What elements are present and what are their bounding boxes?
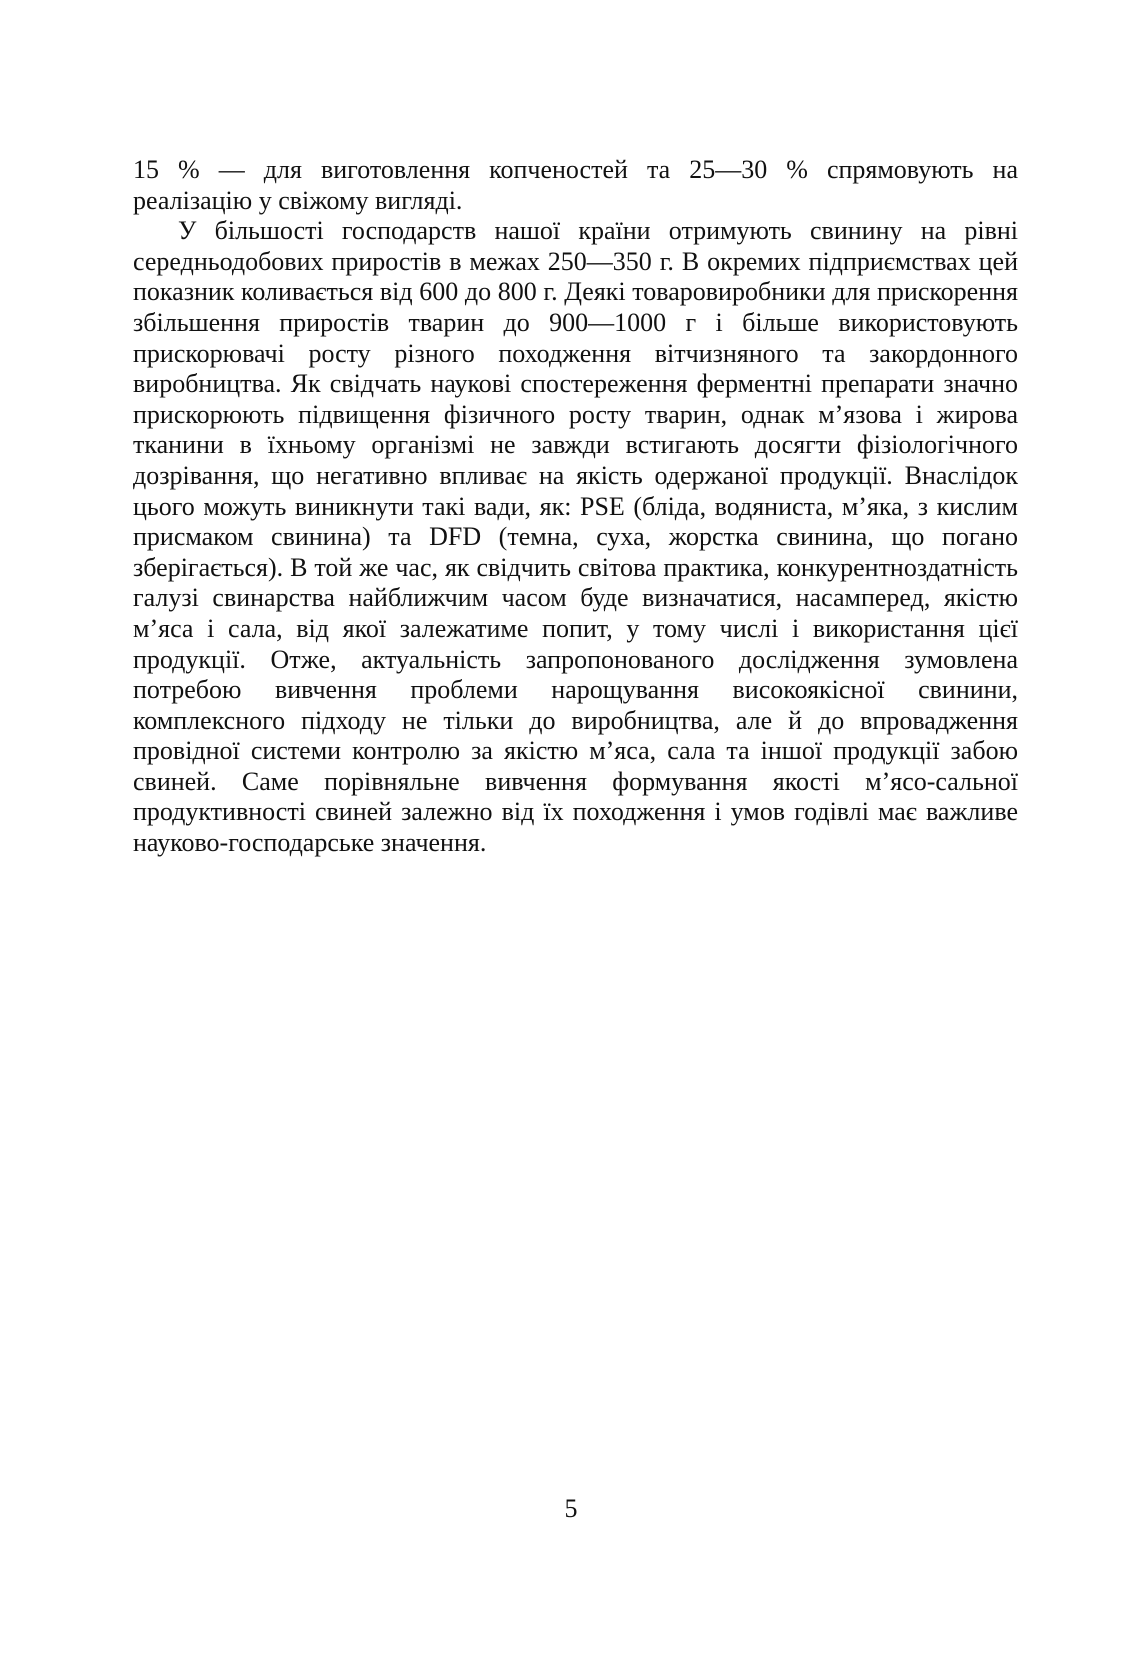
body-text <box>133 155 1018 859</box>
paragraph-continuation: 15 % — для виготовлення копченостей та 25—30 % спрямовують на реалізацію у свіжому вигляді. <box>133 155 1018 215</box>
paragraph-main: У більшості господарств нашої країни отримують свинину на рівні середньодобових приростів в межах 250—350 г. В окремих підприємствах цей показник коливається від 600 до 800 г. Деякі товаровиробники для прискорення збільшення приростів тварин до 900—1000 г і більше використовують прискорювачі росту різного походження вітчизняного та закордонного виробництва. Як свідчать наукові спостереження ферментні препарати значно прискорюють підвищення фізичного росту тварин, однак м’язова і жирова тканини в їхньому організмі не завжди встигають досягти фізіологічного дозрівання, що негативно впливає на якість одержаної продукції. Внаслідок цього можуть виникнути такі вади, як: PSE (бліда, водяниста, м’яка, з кислим присмаком свинина) та DFD (темна, суха, жорстка свинина, що погано зберігається). В той же час, як свідчить світова практика, конкурентноздатність галузі свинарства найближчим часом буде визначатися, насамперед, якістю м’яса і сала, від якої залежатиме попит, у тому числі і використання цієї продукції. Отже, актуальність запропонованого дослідження зумовлена потребою вивчення проблеми нарощування високоякісної свинини, комплексного підходу не тільки до виробництва, але й до впровадження провідної системи контролю за якістю м’яса, сала та іншої продукції забою свиней. Саме порівняльне вивчення формування якості м’ясо-сальної продуктивності свиней залежно від їх походження і умов годівлі має важливе науково-господарське значення. <box>133 216 1018 858</box>
page-number: 5 <box>564 1494 578 1523</box>
